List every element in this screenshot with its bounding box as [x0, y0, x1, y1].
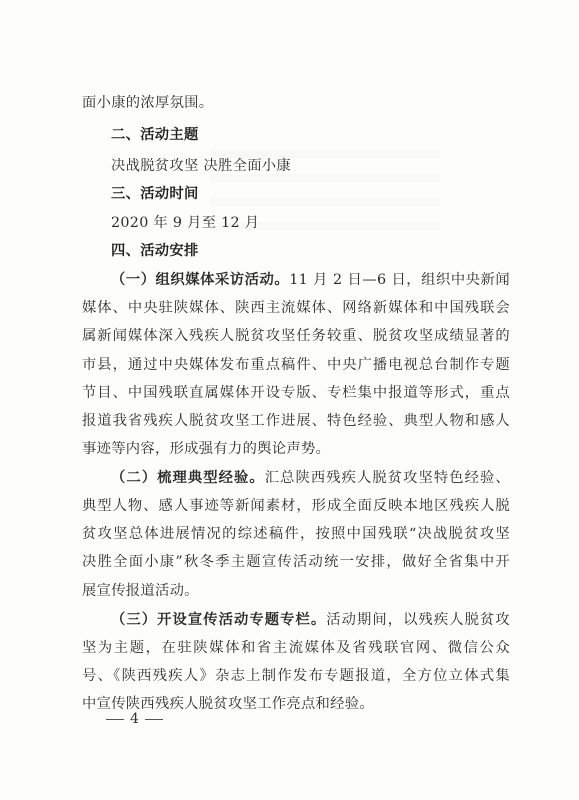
item-3-line-4: 中宣传陕西残疾人脱贫攻坚工作亮点和经验。 — [82, 696, 374, 712]
item-1-lead: （一）组织媒体采访活动。 — [111, 272, 290, 288]
item-1-line-3: 属新闻媒体深入残疾人脱贫攻坚任务较重、脱贫攻坚成绩显著的 — [82, 328, 510, 344]
section-heading-theme: 二、活动主题 — [111, 127, 199, 143]
item-2-line-2: 典型人物、感人事迹等新闻素材，形成全面反映本地区残疾人脱 — [82, 498, 510, 514]
item-1-line-2: 媒体、中央驻陕媒体、陕西主流媒体、网络新媒体和中国残联会 — [82, 300, 510, 316]
item-1-line-4: 市县，通过中央媒体发布重点稿件、中央广播电视总台制作专题 — [82, 357, 510, 373]
item-1-line-5: 节目、中国残联直属媒体开设专版、专栏集中报道等形式，重点 — [82, 385, 510, 401]
paragraph-continuation: 面小康的浓厚氛围。 — [82, 95, 214, 111]
footer-dash-right — [145, 719, 163, 720]
item-2-line-3: 贫攻坚总体进展情况的综述稿件，按照中国残联“决战脱贫攻坚 — [82, 526, 510, 542]
theme-text: 决战脱贫攻坚 决胜全面小康 — [111, 158, 292, 174]
item-2-line-4: 决胜全面小康”秋冬季主题宣传活动统一安排，做好全省集中开 — [82, 554, 510, 570]
item-1-first-line-text: 11 月 2 日—6 日，组织中央新闻 — [289, 272, 510, 288]
time-text: 2020 年 9 月至 12 月 — [111, 215, 260, 231]
item-3-first-line-text: 活动期间，以残疾人脱贫攻 — [326, 612, 510, 628]
page-number-footer — [100, 709, 169, 729]
item-1-line-7: 事迹等内容，形成强有力的舆论声势。 — [82, 441, 331, 457]
item-2-lead: （二）梳理典型经验。 — [111, 470, 265, 486]
section-heading-arrangement: 四、活动安排 — [111, 243, 199, 259]
item-2-line-5: 展宣传报道活动。 — [82, 583, 199, 599]
item-3-line-2: 坚为主题，在驻陕媒体和省主流媒体及省残联官网、微信公众 — [82, 640, 510, 656]
footer-dash-left — [106, 719, 124, 720]
page-number: 4 — [130, 711, 139, 727]
item-3-lead: （三）开设宣传活动专题专栏。 — [111, 612, 327, 628]
item-3-first-line — [111, 610, 510, 630]
item-2-first-line — [111, 468, 510, 488]
item-2-first-line-text: 汇总陕西残疾人脱贫攻坚特色经验、 — [264, 470, 510, 486]
item-1-first-line — [111, 270, 510, 290]
item-1-line-6: 报道我省残疾人脱贫攻坚工作进展、特色经验、典型人物和感人 — [82, 413, 510, 429]
section-heading-time: 三、活动时间 — [111, 186, 199, 202]
item-3-line-3: 号、《陕西残疾人》杂志上制作发布专题报道，全方位立体式集 — [82, 668, 510, 684]
